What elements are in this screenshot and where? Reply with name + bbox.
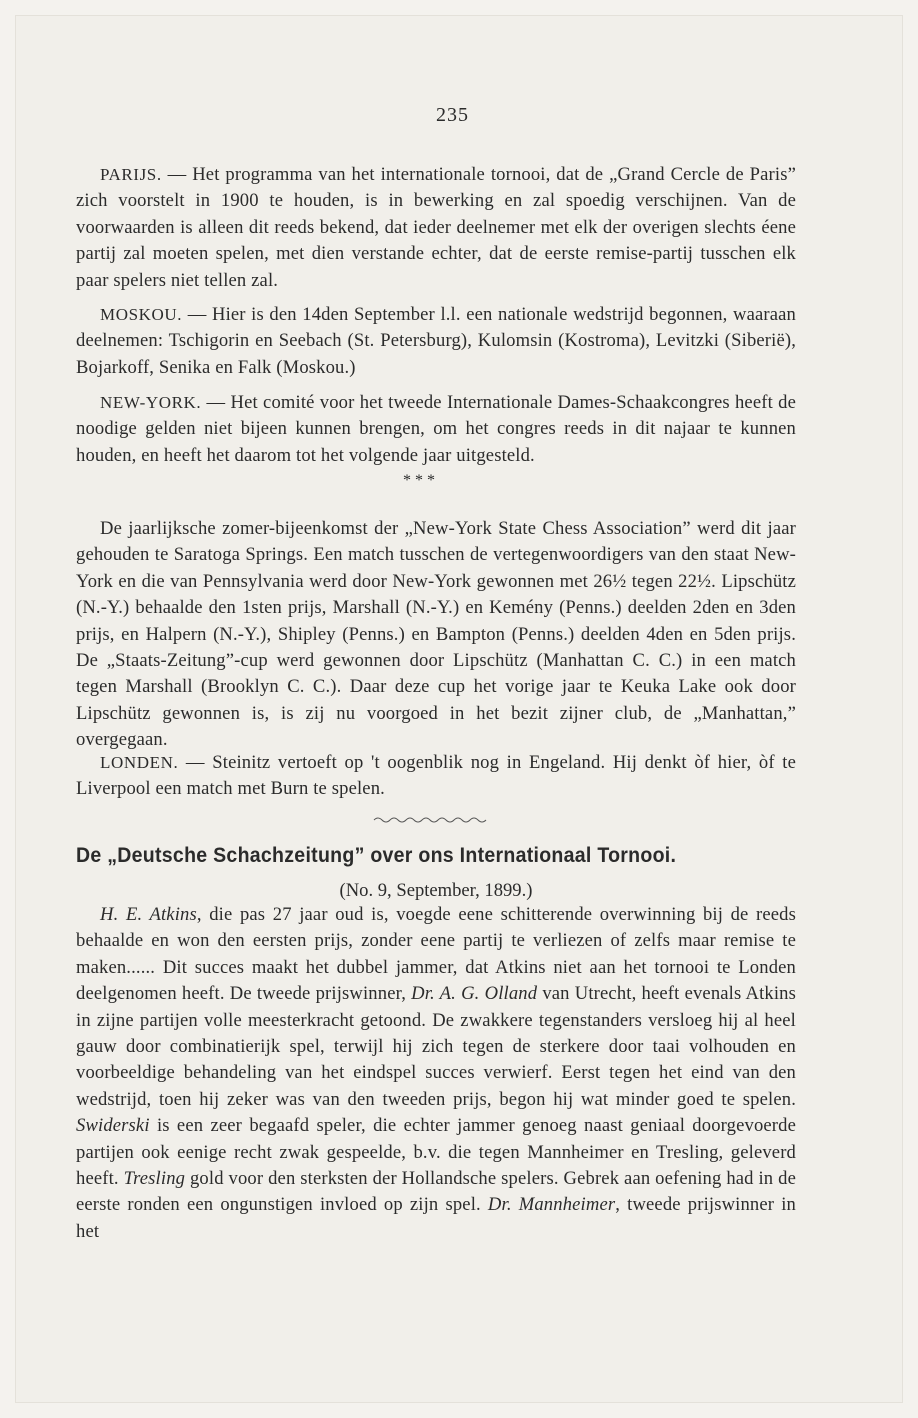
article-text: is een zeer begaafd speler, die echter jammer genoeg naast geniaal doorgevoerde partijen ook eenige recht zwak gespeelde, b.v. die tegen Mannheimer en Tresling, geleverd heeft. [76, 1115, 796, 1190]
article-text: , tweede prijswinner in het [76, 1194, 796, 1242]
article-name-italic: Swiderski [76, 1115, 150, 1137]
asterism: * * * [403, 472, 435, 489]
article-title: De „Deutsche Schachzeitung” over ons Internationaal Tornooi. [76, 844, 677, 867]
article-body [76, 902, 796, 1245]
article-text: , die pas 27 jaar oud is, voegde eene schitterende overwinning bij de reeds behaalde en won den eersten prijs, zonder eene partij te verliezen of zelfs maar remise te maken...... Dit succes maakt het dubbel jammer, dat Atkins niet aan het tornooi te Londen deelgenomen heeft. De tweede prijswinner, [76, 904, 796, 1005]
page-number: 235 [436, 104, 469, 126]
paragraph-text: De jaarlijksche zomer-bijeenkomst der „New-York State Chess Association” werd dit jaar gehouden te Saratoga Springs. Een match tusschen de vertegenwoordigers van den staat New-York en die van Pennsylvania werd door New-York gewonnen met 26½ tegen 22½. Lipschütz (N.-Y.) behaalde den 1sten prijs, Marshall (N.-Y.) en Kemény (Penns.) deelden 2den en 3den prijs, en Halpern (N.-Y.), Shipley (Penns.) en Bampton (Penns.) deelden 4den en 5den prijs. De „Staats-Zeitung”-cup werd gewonnen door Lipschütz (Manhattan C. C.) in een match tegen Marshall (Brooklyn C. C.). Daar deze cup het vorige jaar te Keuka Lake ook door Lipschütz gewonnen is, is zij nu voorgoed in het bezit zijner club, de „Manhattan,” overgegaan. [76, 518, 796, 751]
article-name-italic: H. E. Atkins [100, 904, 197, 925]
paragraph-londen [76, 750, 796, 803]
article-source: (No. 9, September, 1899.) [339, 880, 533, 901]
article-name-italic: Dr. A. G. Olland [411, 983, 538, 1005]
paragraph-lead: LONDEN. [100, 753, 179, 772]
article-text: gold voor den sterksten der Hollandsche spelers. Gebrek aan oefening had in de eerste ronden een ongunstigen invloed op zijn spel. [76, 1168, 796, 1216]
paragraph-saratoga [76, 516, 796, 754]
paragraph-lead: PARIJS. [100, 165, 162, 184]
paragraph-text: — Hier is den 14den September l.l. een nationale wedstrijd begonnen, waaraan deelnemen: Tschigorin en Seebach (St. Petersburg), Kulomsin (Kostroma), Levitzki (Siberië), Bojarkoff, Senika en Falk (Moskou.) [76, 304, 796, 378]
paragraph-newyork [76, 390, 796, 469]
paragraph-parijs [76, 162, 796, 294]
paragraph-text: — Het programma van het internationale tornooi, dat de „Grand Cercle de Paris” zich voorstelt in 1900 te houden, is in bewerking en zal spoedig verschijnen. Van de voorwaarden is alleen dit reeds bekend, dat ieder deelnemer met elk der overigen slechts éene partij zal moeten spelen, met dien verstande echter, dat de eerste remise-partij tusschen elk paar spelers niet tellen zal. [76, 164, 796, 291]
paragraph-lead: NEW-YORK. [100, 393, 202, 412]
paragraph-text: — Steinitz vertoeft op 't oogenblik nog in Engeland. Hij denkt òf hier, òf te Liverpool een match met Burn te spelen. [76, 752, 796, 800]
article-name-italic: Dr. Mannheimer [487, 1194, 616, 1216]
ornamental-divider [372, 814, 488, 824]
article-text: van Utrecht, heeft evenals Atkins in zijne partijen volle meesterkracht getoond. De zwakkere tegenstanders versloeg hij al heel gauw door combinatierijk spel, terwijl hij zich tegen de sterkere door taai volhouden en voorbeeldige behandeling van het eindspel succes verwierf. Eerst tegen het eind van den wedstrijd, toen hij zeker was van den tweeden prijs, begon hij wat minder goed te spelen. [76, 983, 796, 1110]
paragraph-text: — Het comité voor het tweede Internationale Dames-Schaakcongres heeft de noodige gelden niet bijeen kunnen brengen, om het congres reeds in dit najaar te kunnen houden, en heeft het daarom tot het volgende jaar uitgesteld. [76, 392, 796, 466]
paragraph-lead: MOSKOU. [100, 305, 183, 324]
article-name-italic: Tresling [123, 1168, 186, 1190]
paragraph-moskou [76, 302, 796, 381]
book-page [16, 16, 902, 1402]
